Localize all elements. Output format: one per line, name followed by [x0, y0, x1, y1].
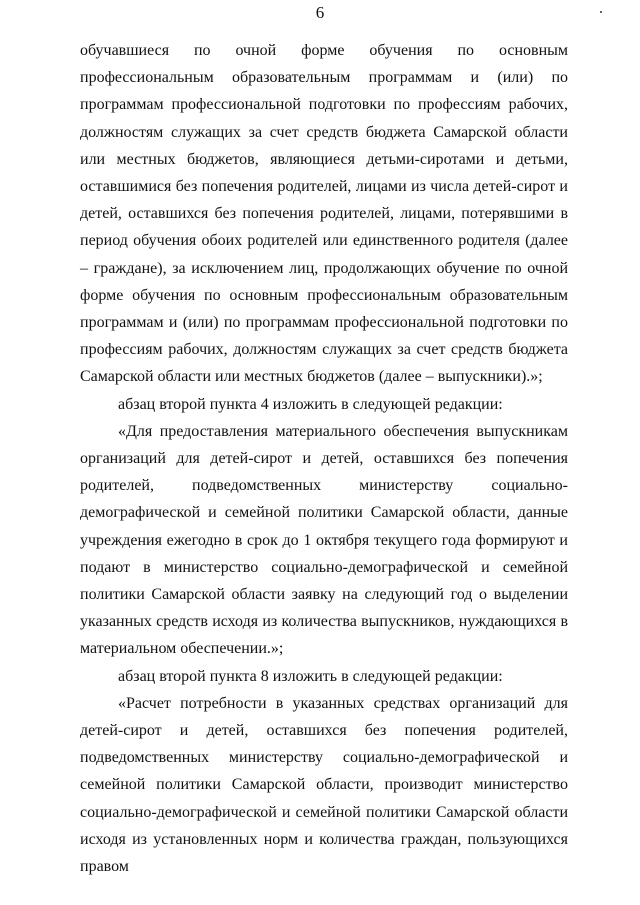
page-number: 6	[315, 3, 325, 22]
paragraph-amendment-point-8: абзац второй пункта 8 изложить в следующей редакции:	[118, 667, 503, 685]
paragraph-continuation: обучавшиеся по очной форме обучения по основным профессиональным образовательным программам и (или) по программам профессиональной подготовки по профессиям рабочих, должностям служащих за счет средств бюджета Самарской области или местных бюджетов, являющиеся детьми-сиротами и детьми, оставшимися без попечения родителей, лицами из числа детей-сирот и детей, оставшихся без попечения родителей, лицами, потерявшими в период обучения обоих родителей или единственного родителя (далее – граждане), за исключением лиц, продолжающих обучение по очной форме обучения по основным профессиональным образовательным программам и (или) по программам профессиональной подготовки по профессиям рабочих, должностям служащих за счет средств бюджета Самарской области или местных бюджетов (далее – выпускники).»;	[80, 42, 568, 386]
paragraph-amendment-point-4: абзац второй пункта 4 изложить в следующей редакции:	[118, 395, 503, 413]
document-body	[80, 37, 568, 880]
paragraph-point-8-text: «Расчет потребности в указанных средствах организаций для детей-сирот и детей, оставшихся без попечения родителей, подведомственных министерству социально-демографической и семейной политики Самарской области, производит министерство социально-демографической и семейной политики Самарской области исходя из установленных норм и количества граждан, пользующихся правом	[80, 694, 568, 876]
scan-speck	[600, 11, 602, 13]
paragraph-point-4-text: «Для предоставления материального обеспечения выпускникам организаций для детей-сирот и детей, оставшихся без попечения родителей, подведомственных министерству социально-демографической и семейной политики Самарской области, данные учреждения ежегодно в срок до 1 октября текущего года формируют и подают в министерство социально-демографической и семейной политики Самарской области заявку на следующий год о выделении указанных средств исходя из количества выпускников, нуждающихся в материальном обеспечении.»;	[80, 422, 568, 658]
